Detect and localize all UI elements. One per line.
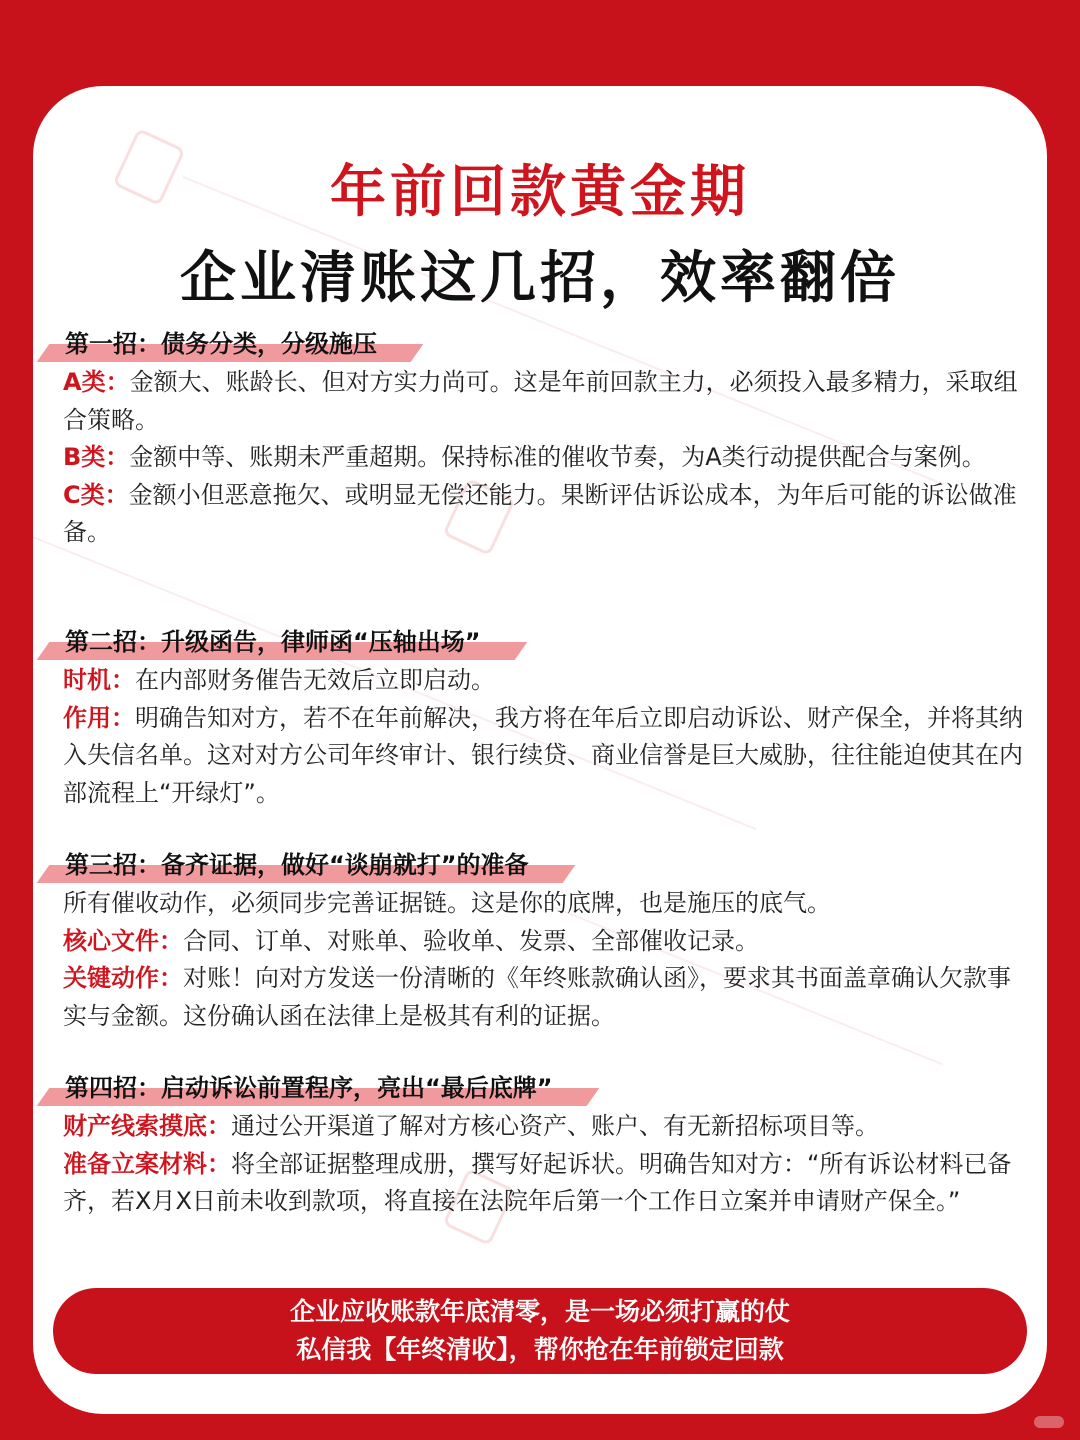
title-secondary: 企业清账这几招，效率翻倍 [180,246,900,311]
footer-line-1: 企业应收账款年底清零，是一场必须打赢的仗 [289,1297,790,1326]
footer-line-2: 私信我【年终清收】，帮你抢在年前锁定回款 [296,1335,784,1364]
corner-badge [1034,1416,1064,1428]
section-4 [63,1068,1033,1221]
label-b: B类： [63,443,130,471]
label-timing: 时机： [63,666,135,694]
label-a: A类： [63,368,130,396]
content-card [33,86,1047,1414]
footer-banner [53,1288,1027,1374]
label-key-action: 关键动作： [63,964,183,992]
paragraph-c: C类：金额小但恶意拖欠、或明显无偿还能力。果断评估诉讼成本，为年后可能的诉讼做准备。 [63,480,1017,546]
paragraph-a: A类：金额大、账龄长、但对方实力尚可。这是年前回款主力，必须投入最多精力，采取组合策略。 [63,368,1018,434]
label-core-files: 核心文件： [63,926,183,955]
section-1 [63,324,1033,552]
paragraph-timing: 时机：在内部财务催告无效后立即启动。 [63,666,495,694]
section-2 [63,622,1033,812]
section-heading: 第二招：升级函告，律师函“压轴出场” [63,622,521,662]
section-heading: 第四招：启动诉讼前置程序，亮出“最后底牌” [63,1068,593,1108]
section-3 [63,845,1033,1035]
section-heading: 第一招：债务分类，分级施压 [63,324,417,364]
paragraph-core-files: 核心文件：合同、订单、对账单、验收单、发票、全部催收记录。 [63,926,759,955]
paragraph-intro: 所有催收动作，必须同步完善证据链。这是你的底牌，也是施压的底气。 [63,889,831,917]
label-effect: 作用： [63,703,135,732]
paragraph-key-action: 关键动作：对账！向对方发送一份清晰的《年终账款确认函》，要求其书面盖章确认欠款事实与金额。这份确认函在法律上是极其有利的证据。 [63,964,1011,1030]
label-filing: 准备立案材料： [63,1149,231,1178]
paragraph-b: B类：金额中等、账期未严重超期。保持标准的催收节奏，为A类行动提供配合与案例。 [63,443,986,471]
label-asset-clues: 财产线索摸底： [63,1112,231,1140]
paragraph-filing: 准备立案材料：将全部证据整理成册，撰写好起诉状。明确告知对方：“所有诉讼材料已备齐，若X月X日前未收到款项，将直接在法院年后第一个工作日立案并申请财产保全。” [63,1149,1012,1215]
title-primary: 年前回款黄金期 [330,160,750,225]
paragraph-asset-clues: 财产线索摸底：通过公开渠道了解对方核心资产、账户、有无新招标项目等。 [63,1112,879,1140]
label-c: C类： [63,480,129,509]
section-heading: 第三招：备齐证据，做好“谈崩就打”的准备 [63,845,569,885]
paragraph-effect: 作用：明确告知对方，若不在年前解决，我方将在年后立即启动诉讼、财产保全，并将其纳入失信名单。这对对方公司年终审计、银行续贷、商业信誉是巨大威胁，往往能迫使其在内部流程上“开绿灯”。 [63,703,1023,807]
